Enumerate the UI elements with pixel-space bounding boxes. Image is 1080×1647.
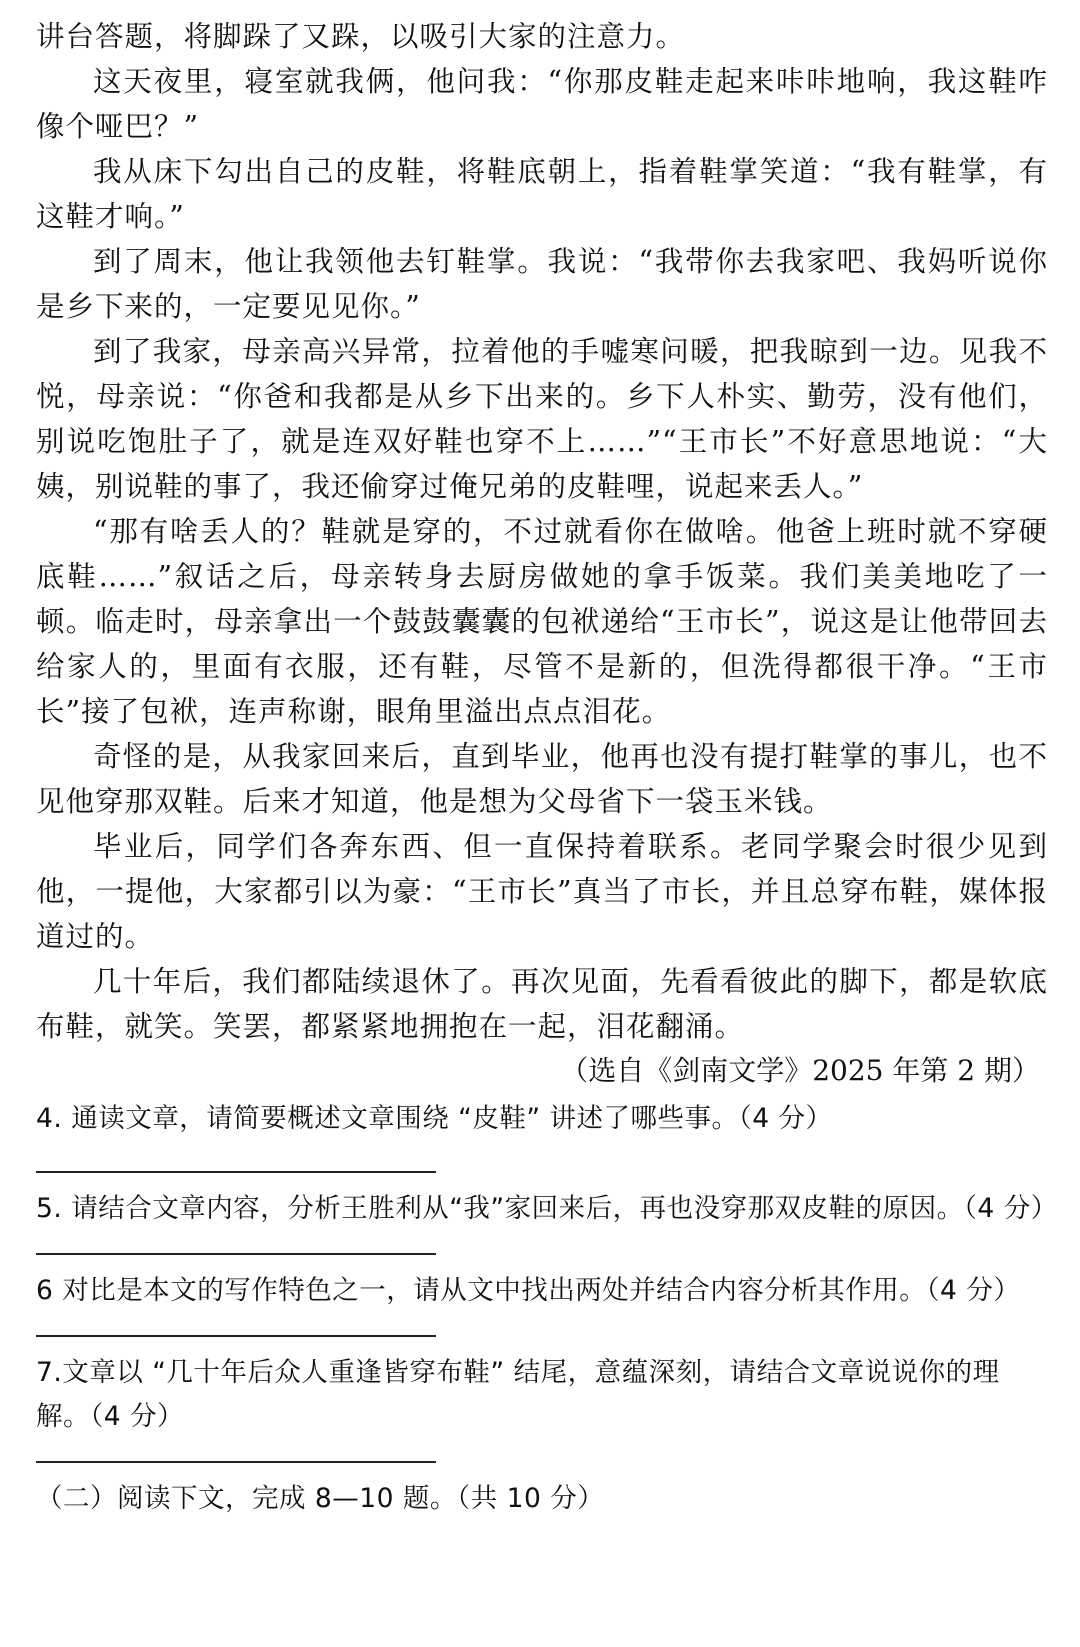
source-citation: （选自《剑南文学》2025 年第 2 期） xyxy=(560,1054,1040,1087)
story-paragraph: 讲台答题，将脚跺了又跺，以吸引大家的注意力。 xyxy=(36,20,686,53)
question-5: 5. 请结合文章内容，分析王胜利从“我”家回来后，再也没穿那双皮鞋的原因。（4 分） xyxy=(36,1193,1058,1224)
answer-line-7[interactable] xyxy=(36,1461,436,1463)
reading-passage xyxy=(36,14,1048,1049)
story-paragraph: 这天夜里，寝室就我俩，他问我：“你那皮鞋走起来咔咔地响，我这鞋咋像个哑巴？” xyxy=(36,65,1048,143)
question-6: 6 对比是本文的写作特色之一，请从文中找出两处并结合内容分析其作用。（4 分） xyxy=(36,1275,1021,1306)
story-paragraph: 毕业后，同学们各奔东西、但一直保持着联系。老同学聚会时很少见到他，一提他，大家都引以为豪：“王市长”真当了市长，并且总穿布鞋，媒体报道过的。 xyxy=(36,830,1048,953)
question-7: 7.文章以 “几十年后众人重逢皆穿布鞋” 结尾，意蕴深刻，请结合文章说说你的理解。（4 分） xyxy=(36,1357,1000,1432)
section-2-heading: （二）阅读下文，完成 8—10 题。（共 10 分） xyxy=(36,1483,605,1514)
story-paragraph: 奇怪的是，从我家回来后，直到毕业，他再也没有提打鞋掌的事儿，也不见他穿那双鞋。后来才知道，他是想为父母省下一袋玉米钱。 xyxy=(36,740,1048,818)
story-paragraph: 到了周末，他让我领他去钉鞋掌。我说：“我带你去我家吧、我妈听说你是乡下来的，一定要见见你。” xyxy=(36,245,1048,323)
story-paragraph: 几十年后，我们都陆续退休了。再次见面，先看看彼此的脚下，都是软底布鞋，就笑。笑罢，都紧紧地拥抱在一起，泪花翻涌。 xyxy=(36,965,1048,1043)
answer-line-5[interactable] xyxy=(36,1253,436,1255)
story-paragraph: 到了我家，母亲高兴异常，拉着他的手嘘寒问暖，把我晾到一边。见我不悦，母亲说：“你爸和我都是从乡下出来的。乡下人朴实、勤劳，没有他们，别说吃饱肚子了，就是连双好鞋也穿不上……”“王市长”不好意思地说：“大姨，别说鞋的事了，我还偷穿过俺兄弟的皮鞋哩，说起来丢人。” xyxy=(36,335,1048,503)
question-4: 4. 通读文章，请简要概述文章围绕 “皮鞋” 讲述了哪些事。（4 分） xyxy=(36,1103,833,1134)
story-paragraph: “那有啥丢人的？鞋就是穿的，不过就看你在做啥。他爸上班时就不穿硬底鞋……”叙话之后，母亲转身去厨房做她的拿手饭菜。我们美美地吃了一顿。临走时，母亲拿出一个鼓鼓囊囊的包袱递给“王市长”，说这是让他带回去给家人的，里面有衣服，还有鞋，尽管不是新的，但洗得都很干净。“王市长”接了包袱，连声称谢，眼角里溢出点点泪花。 xyxy=(36,515,1048,728)
answer-line-6[interactable] xyxy=(36,1335,436,1337)
answer-line-4[interactable] xyxy=(36,1171,436,1173)
exam-page xyxy=(36,14,1058,1521)
story-paragraph: 我从床下勾出自己的皮鞋，将鞋底朝上，指着鞋掌笑道：“我有鞋掌，有这鞋才响。” xyxy=(36,155,1048,233)
